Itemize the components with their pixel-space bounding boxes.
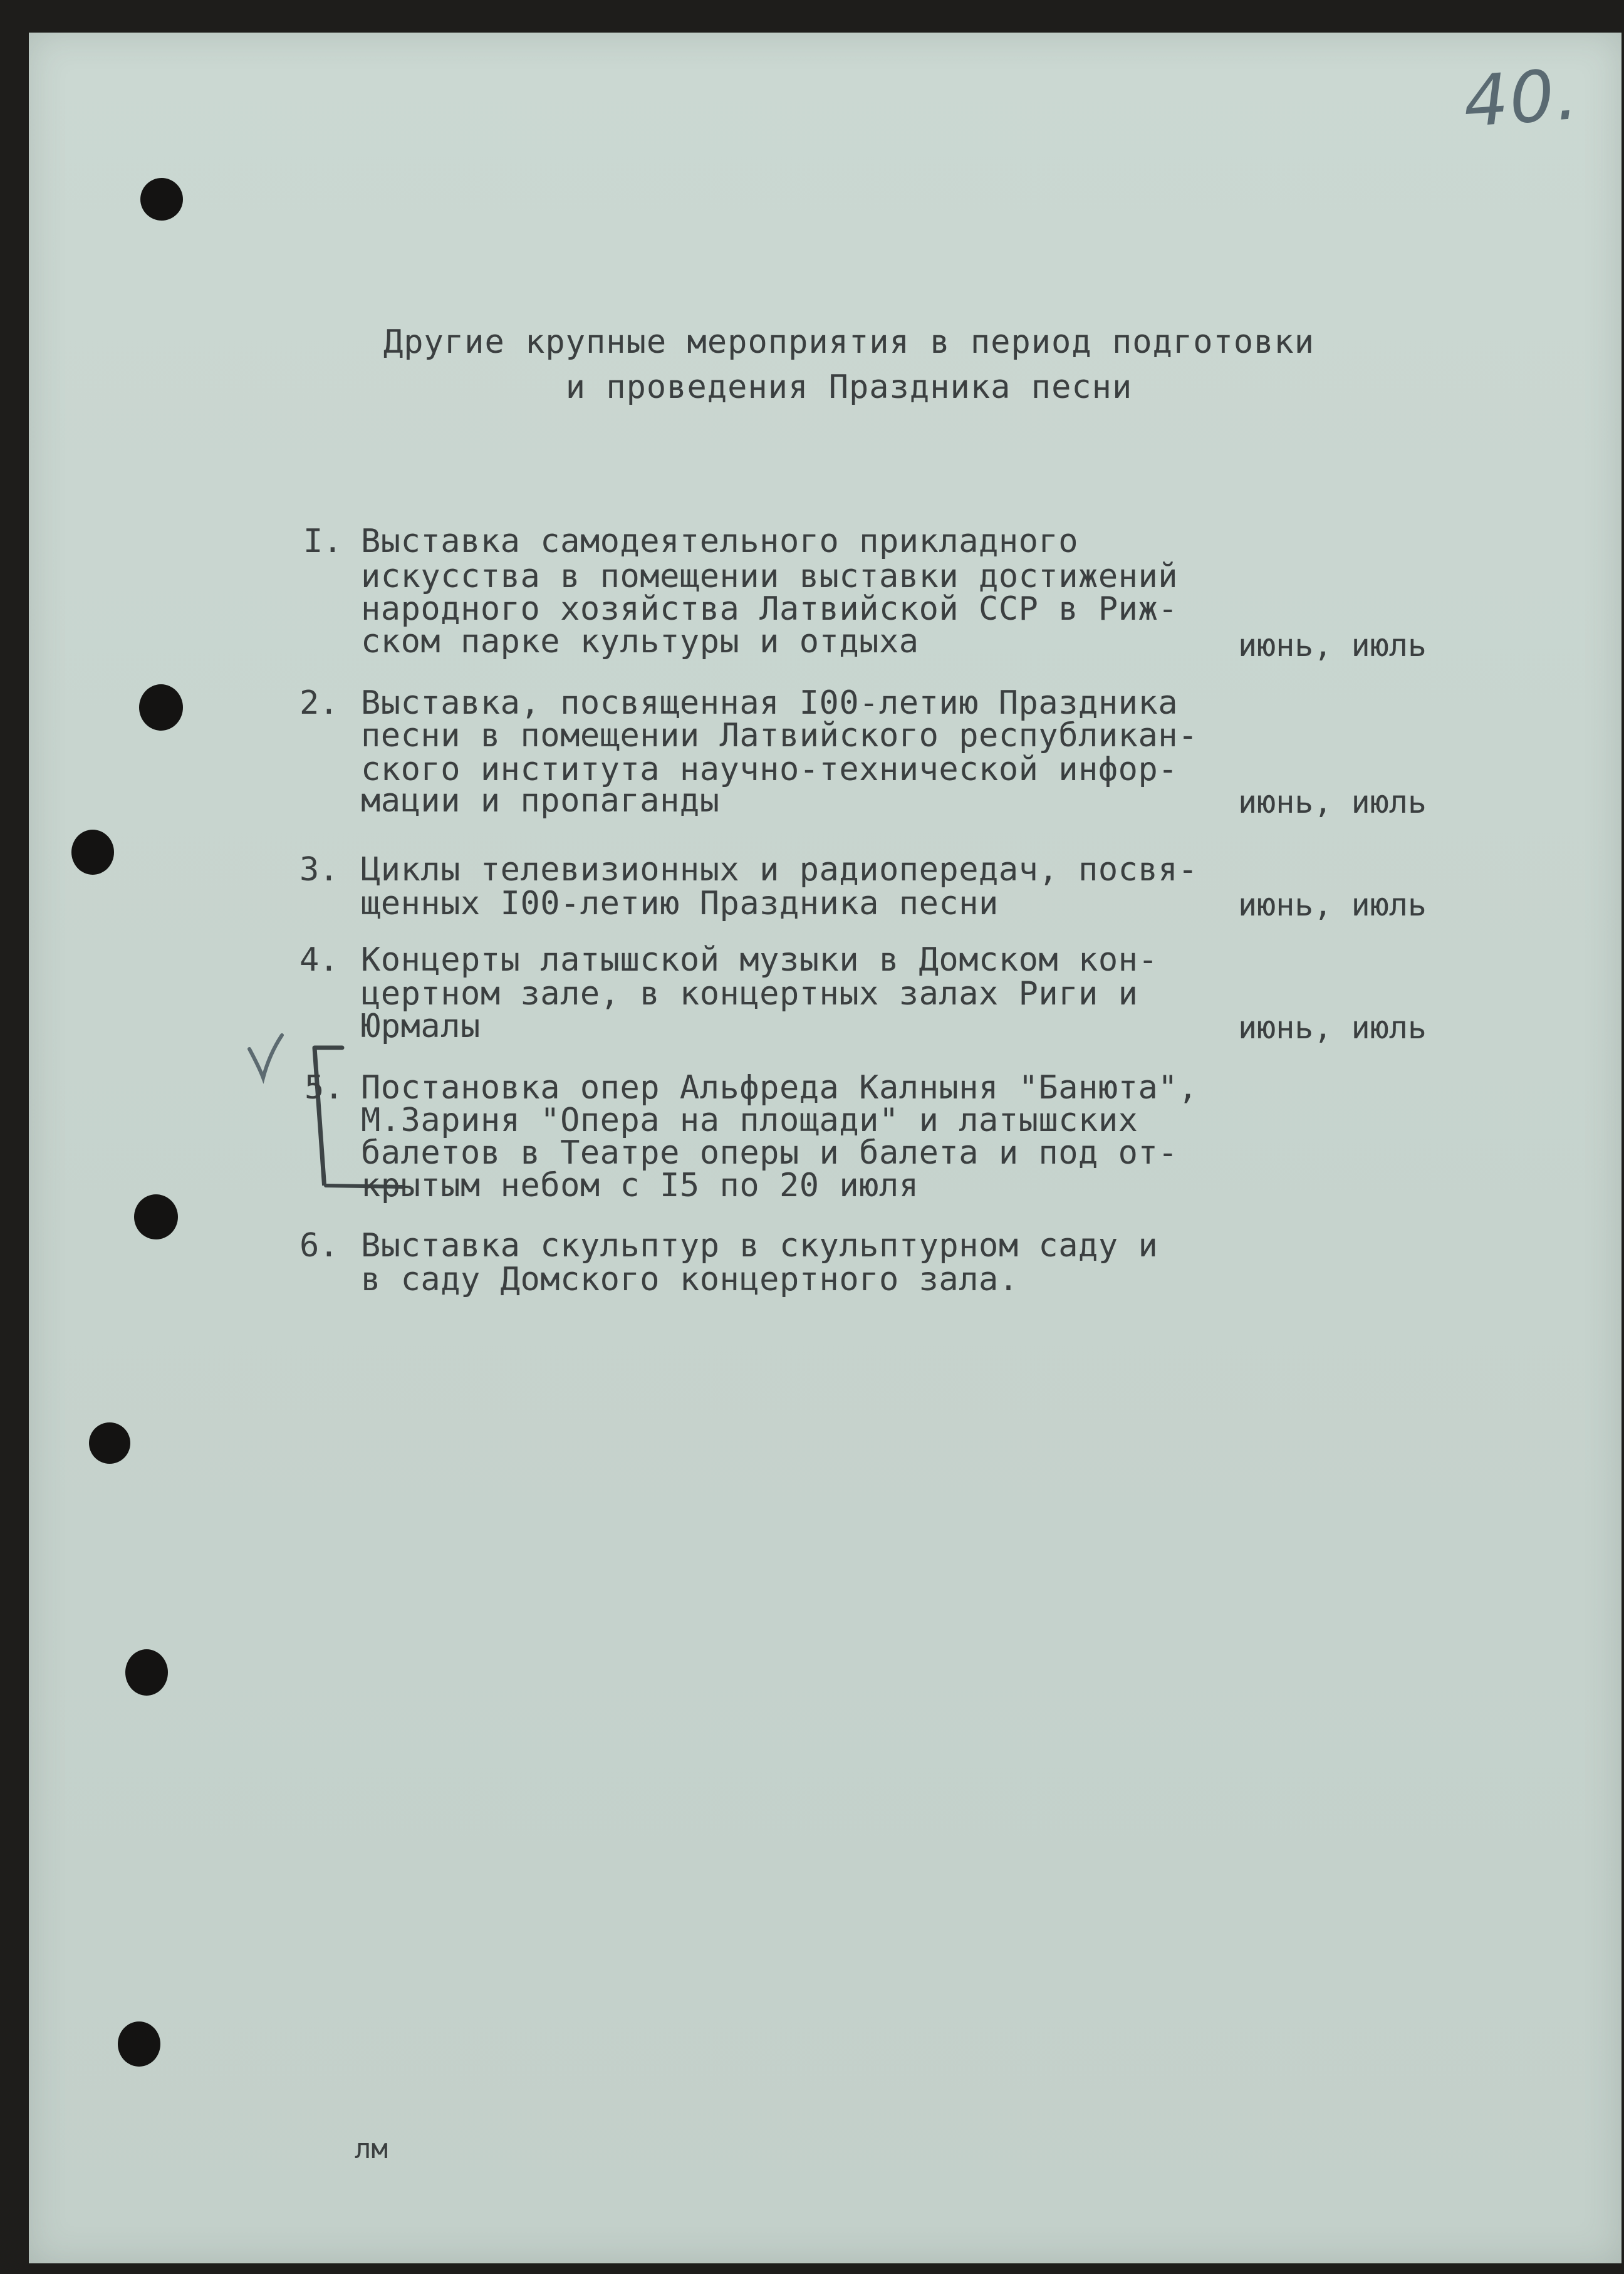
punch-hole <box>140 178 183 221</box>
punch-hole <box>125 1649 168 1696</box>
item-number: 4. <box>299 941 339 979</box>
punch-hole <box>71 830 114 875</box>
punch-hole <box>118 2021 160 2067</box>
title-line-1: Другие крупные мероприятия в период подготовки <box>383 323 1315 361</box>
item-line: в саду Домского концертного зала. <box>361 1261 1019 1298</box>
item-line: Концерты латышской музыки в Домском кон- <box>361 941 1158 979</box>
item-line: крытым небом с I5 по 20 июля <box>361 1167 919 1204</box>
item-line: ском парке культуры и отдыха <box>361 623 919 660</box>
item-date: июнь, июль <box>1238 1009 1427 1046</box>
item-line: песни в помещении Латвийского республикан- <box>361 717 1198 754</box>
item-line: цертном зале, в концертных залах Риги и <box>361 975 1138 1013</box>
item-number: 6. <box>299 1227 339 1265</box>
item-line: искусства в помещении выставки достижений <box>361 558 1179 595</box>
item-line: щенных I00-летию Праздника песни <box>361 885 999 922</box>
item-line: Циклы телевизионных и радиопередач, посвя- <box>361 851 1198 889</box>
item-number: I. <box>303 523 343 560</box>
item-number: 2. <box>299 684 339 722</box>
item-number: 3. <box>299 851 339 889</box>
item-date: июнь, июль <box>1238 627 1427 664</box>
item-line: Выставка скульптур в скульптурном саду и <box>361 1227 1158 1265</box>
item-line: народного хозяйства Латвийской ССР в Риж- <box>361 590 1179 628</box>
item-number: 5. <box>304 1069 344 1107</box>
item-date: июнь, июль <box>1238 887 1427 923</box>
item-line: Выставка, посвященная I00-летию Праздника <box>361 684 1179 722</box>
item-line: балетов в Театре оперы и балета и под от- <box>361 1134 1179 1172</box>
punch-hole <box>89 1422 130 1464</box>
item-date: июнь, июль <box>1238 784 1427 820</box>
item-line: Постановка опер Альфреда Калныня "Банюта", <box>361 1069 1198 1107</box>
item-line: мации и пропаганды <box>361 782 720 820</box>
item-line: Юрмалы <box>361 1008 481 1045</box>
document-page <box>29 33 1621 2263</box>
item-line: ского института научно-технической инфор- <box>361 751 1179 788</box>
punch-hole <box>134 1194 178 1239</box>
typist-initials: лм <box>355 2133 388 2165</box>
title-line-2: и проведения Праздника песни <box>565 368 1133 406</box>
item-line: М.Зариня "Опера на площади" и латышских <box>361 1102 1138 1139</box>
item-line: Выставка самодеятельного прикладного <box>361 523 1079 560</box>
punch-hole <box>139 684 183 731</box>
folio-number: 40. <box>1460 53 1582 143</box>
